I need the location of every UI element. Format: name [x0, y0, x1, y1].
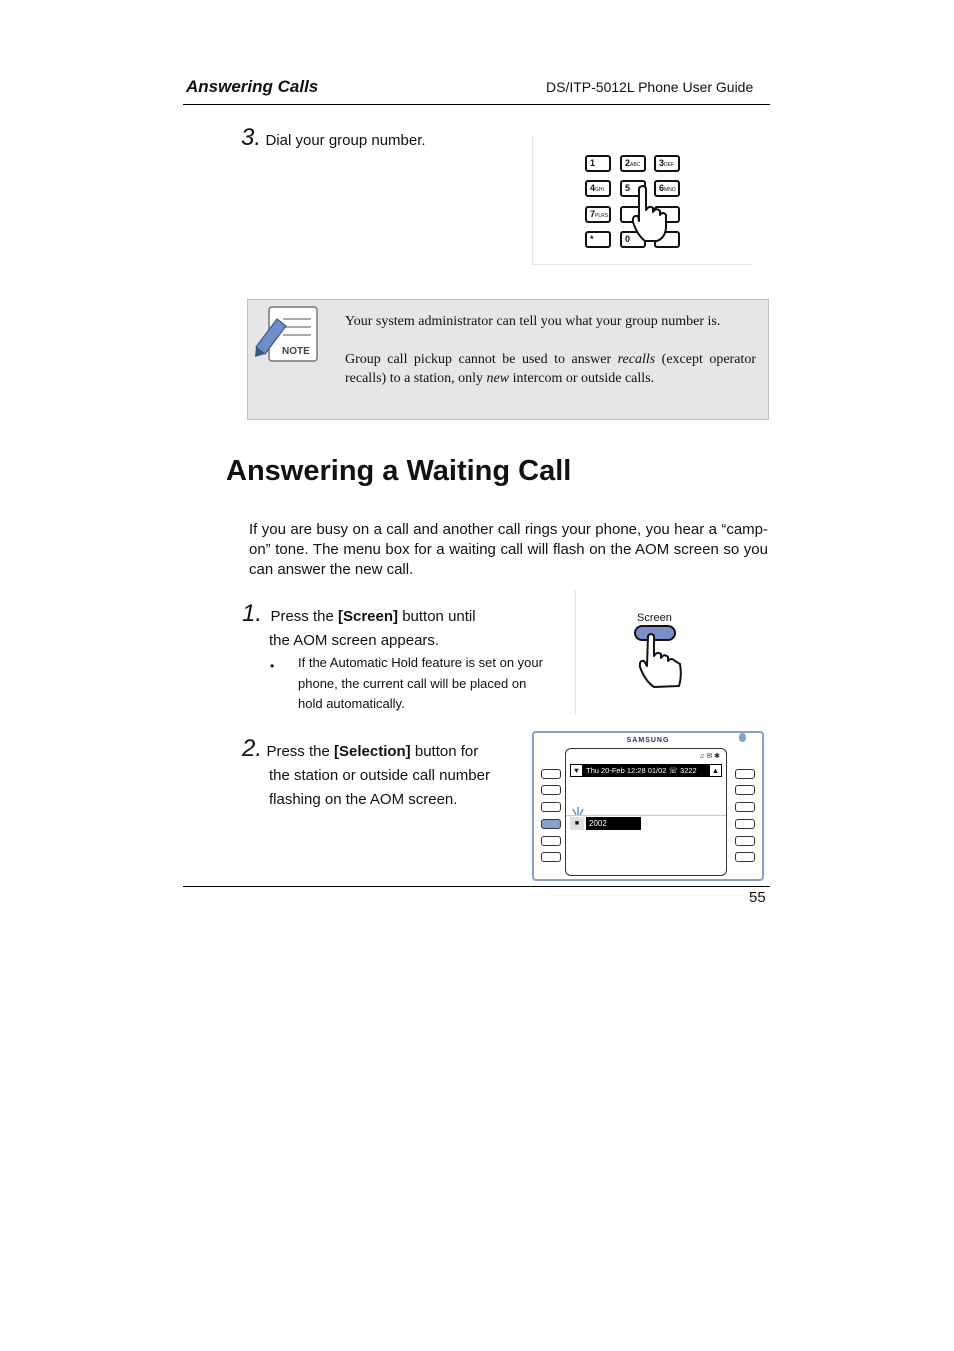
step-2-line-3: flashing on the AOM screen. — [269, 791, 458, 808]
aom-left-button-3[interactable] — [541, 802, 561, 812]
divider — [575, 590, 576, 716]
aom-flashing-entry[interactable]: 2002 — [586, 817, 641, 830]
key-4: 4GHI — [585, 180, 611, 197]
step-text: Press the [Screen] button until — [270, 608, 476, 625]
key-3: 3DEF — [654, 155, 680, 172]
note-icon — [253, 305, 321, 365]
bullet-text: If the Automatic Hold feature is set on your phone, the current call will be placed on hold automatically. — [298, 655, 543, 711]
entry-marker-icon: ■ — [570, 817, 584, 830]
key-7: 7PLRS — [585, 206, 611, 223]
aom-left-button-1[interactable] — [541, 769, 561, 779]
aom-right-button-5[interactable] — [735, 836, 755, 846]
bullet-dot: • — [270, 659, 275, 673]
aom-right-button-2[interactable] — [735, 785, 755, 795]
footer-rule — [183, 886, 770, 887]
aom-right-button-6[interactable] — [735, 852, 755, 862]
intro-paragraph: If you are busy on a call and another call rings your phone, you hear a “camp-on” tone. The menu box for a waiting call will flash on the AOM screen so you can answer the new call. — [249, 521, 768, 578]
aom-left-button-5[interactable] — [541, 836, 561, 846]
key-2: 2ABC — [620, 155, 646, 172]
note-icon-label: NOTE — [282, 346, 310, 357]
scroll-up-icon: ▲ — [711, 766, 720, 775]
scroll-down-icon: ▼ — [572, 766, 581, 775]
step-number: 3. — [241, 124, 262, 151]
aom-right-button-3[interactable] — [735, 802, 755, 812]
key-0: 0 — [620, 231, 646, 248]
screen-divider — [566, 815, 726, 816]
note-line-1: Your system administrator can tell you what your group number is. — [345, 314, 721, 329]
step-text: Dial your group number. — [265, 132, 426, 149]
step-number: 1. — [242, 600, 263, 627]
keypad-illustration — [532, 136, 751, 265]
section-title: Answering a Waiting Call — [226, 455, 572, 487]
aom-selection-button[interactable] — [541, 819, 561, 829]
step-3 — [241, 124, 426, 153]
header-rule — [183, 104, 770, 105]
aom-left-button-2[interactable] — [541, 785, 561, 795]
aom-status-bar: ▼ Thu 20-Feb 12:28 01/02 ☏ 3222 ▲ — [570, 764, 722, 777]
guide-title: DS/ITP-5012L Phone User Guide — [546, 79, 754, 95]
aom-right-button-4[interactable] — [735, 819, 755, 829]
key-5: 5 — [620, 180, 646, 197]
aom-brand: SAMSUNG — [626, 737, 670, 744]
aom-right-button-1[interactable] — [735, 769, 755, 779]
aom-led — [739, 733, 746, 742]
step-text: Press the [Selection] button for — [266, 743, 479, 760]
key-star: * — [585, 231, 611, 248]
status-icons: ♫ ✉ ✱ — [699, 753, 720, 760]
aom-left-button-6[interactable] — [541, 852, 561, 862]
screen-button-label: Screen — [637, 612, 672, 624]
page-number: 55 — [749, 889, 766, 906]
step-1-line-2: the AOM screen appears. — [269, 632, 440, 649]
step-2 — [242, 735, 478, 764]
aom-screen — [565, 748, 727, 876]
step-number: 2. — [242, 735, 263, 762]
section-header: Answering Calls — [186, 77, 319, 96]
step-1 — [242, 600, 476, 629]
pointing-hand-icon — [629, 184, 673, 244]
key-6: 6MNO — [654, 180, 680, 197]
step-2-line-2: the station or outside call number — [269, 767, 490, 784]
key-1: 1 — [585, 155, 611, 172]
note-paragraph-2: Group call pickup cannot be used to answer recalls (except operator recalls) to a station, only new intercom or outside calls. — [345, 352, 756, 386]
screen-button-press-icon — [628, 624, 688, 690]
